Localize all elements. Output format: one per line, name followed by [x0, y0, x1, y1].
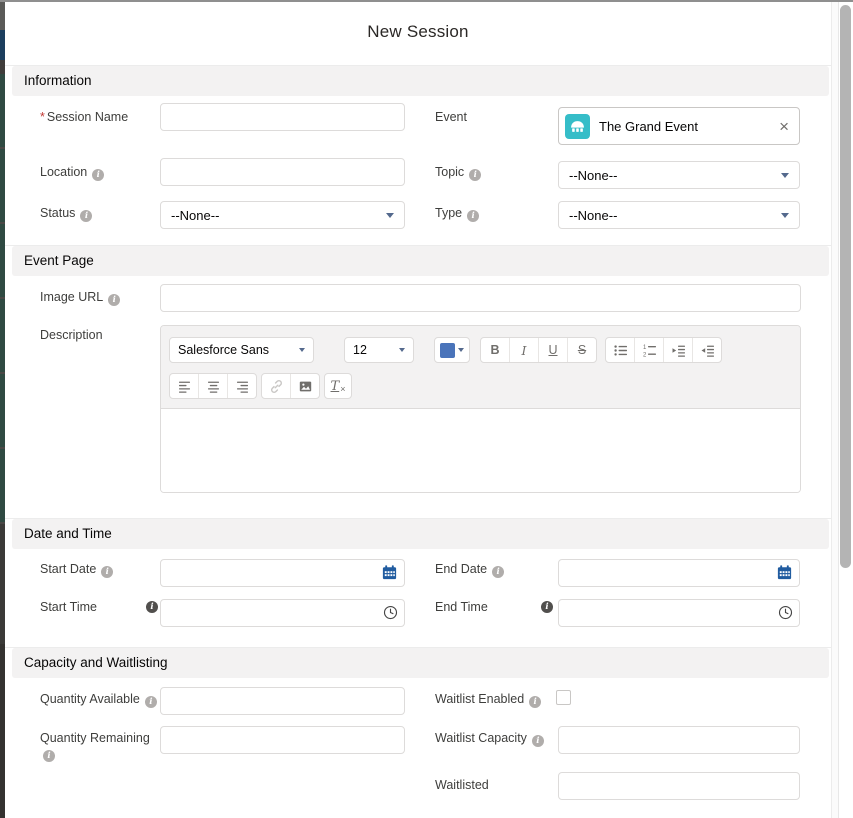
start-date-label: Start Date i: [40, 562, 113, 578]
image-url-info-icon[interactable]: i: [108, 294, 120, 306]
outdent-icon[interactable]: [692, 338, 721, 362]
bullet-list-icon[interactable]: [606, 338, 634, 362]
page-title: New Session: [367, 22, 469, 41]
type-selected-value: --None--: [569, 207, 618, 223]
list-button-group: [605, 337, 722, 363]
quantity-remaining-info-icon[interactable]: i: [43, 750, 55, 762]
bold-button[interactable]: B: [490, 343, 500, 357]
waitlist-capacity-label: Waitlist Capacity i: [435, 731, 544, 747]
topic-label: Topic i: [435, 165, 481, 181]
underline-button[interactable]: U: [538, 338, 567, 362]
status-info-icon[interactable]: i: [80, 210, 92, 222]
start-date-info-icon[interactable]: i: [101, 566, 113, 578]
format-button-group: [480, 337, 597, 363]
start-time-label: Start Time: [40, 600, 97, 614]
chevron-down-icon: [386, 213, 394, 218]
location-info-icon[interactable]: i: [92, 169, 104, 181]
waitlist-enabled-info-icon[interactable]: i: [529, 696, 541, 708]
topic-selected-value: --None--: [569, 167, 618, 183]
align-button-group: [169, 373, 257, 399]
location-input[interactable]: [160, 158, 405, 186]
quantity-available-info-icon[interactable]: i: [145, 696, 157, 708]
link-icon[interactable]: [262, 374, 290, 398]
waitlist-capacity-input[interactable]: [558, 726, 800, 754]
image-url-label: Image URL i: [40, 290, 120, 306]
waitlist-enabled-checkbox[interactable]: [556, 690, 571, 705]
svg-text:2: 2: [642, 352, 646, 358]
waitlist-capacity-info-icon[interactable]: i: [532, 735, 544, 747]
font-family-select[interactable]: [169, 337, 314, 363]
required-asterisk: *: [40, 110, 45, 124]
section-header-information: Information: [12, 66, 829, 96]
svg-text:1: 1: [642, 344, 646, 351]
topic-info-icon[interactable]: i: [469, 169, 481, 181]
align-right-icon[interactable]: [227, 374, 256, 398]
italic-button[interactable]: I: [509, 338, 538, 362]
start-time-info-icon[interactable]: i: [146, 601, 158, 613]
clear-format-button[interactable]: T ×: [324, 373, 352, 399]
type-select[interactable]: [558, 201, 800, 229]
waitlisted-label: Waitlisted: [435, 778, 489, 792]
image-url-input[interactable]: [160, 284, 801, 312]
waitlist-enabled-label: Waitlist Enabled i: [435, 692, 541, 708]
numbered-list-icon[interactable]: [634, 338, 663, 362]
chevron-down-icon: [399, 348, 405, 352]
session-name-input[interactable]: [160, 103, 405, 131]
align-left-icon[interactable]: [170, 374, 198, 398]
description-rich-text-editor: [160, 325, 801, 493]
clock-icon[interactable]: [778, 605, 793, 620]
scrollbar-thumb[interactable]: [840, 5, 851, 568]
section-header-capacity: Capacity and Waitlisting: [12, 648, 829, 678]
chevron-down-icon: [781, 213, 789, 218]
end-time-info-icon[interactable]: i: [541, 601, 553, 613]
calendar-icon[interactable]: [776, 564, 793, 581]
clock-icon[interactable]: [383, 605, 398, 620]
end-date-input[interactable]: [558, 559, 800, 587]
end-date-info-icon[interactable]: i: [492, 566, 504, 578]
chevron-down-icon: [458, 348, 464, 352]
waitlisted-input[interactable]: [558, 772, 800, 800]
quantity-remaining-input[interactable]: [160, 726, 405, 754]
start-time-input[interactable]: [160, 599, 405, 627]
status-label: Status i: [40, 206, 92, 222]
end-time-label: End Time: [435, 600, 488, 614]
font-family-value: Salesforce Sans: [178, 343, 270, 357]
start-date-input[interactable]: [160, 559, 405, 587]
text-color-button[interactable]: [434, 337, 470, 363]
strikethrough-button[interactable]: S: [567, 338, 596, 362]
font-size-select[interactable]: [344, 337, 414, 363]
remove-event-icon[interactable]: ×: [779, 116, 789, 136]
color-swatch: [440, 343, 455, 358]
description-label: Description: [40, 328, 103, 342]
indent-icon[interactable]: [663, 338, 692, 362]
chevron-down-icon: [781, 173, 789, 178]
event-object-icon: [565, 114, 590, 139]
type-info-icon[interactable]: i: [467, 210, 479, 222]
rte-toolbar: [161, 326, 800, 409]
status-selected-value: --None--: [171, 207, 220, 223]
event-lookup-pill[interactable]: [558, 107, 800, 145]
font-size-value: 12: [353, 343, 367, 357]
location-label: Location i: [40, 165, 104, 181]
event-selected-value: The Grand Event: [599, 118, 698, 134]
chevron-down-icon: [299, 348, 305, 352]
type-label: Type i: [435, 206, 479, 222]
align-center-icon[interactable]: [198, 374, 227, 398]
end-date-label: End Date i: [435, 562, 504, 578]
end-time-input[interactable]: [558, 599, 800, 627]
section-header-event-page: Event Page: [12, 246, 829, 276]
calendar-icon[interactable]: [381, 564, 398, 581]
quantity-available-input[interactable]: [160, 687, 405, 715]
status-select[interactable]: [160, 201, 405, 229]
topic-select[interactable]: [558, 161, 800, 189]
session-name-label: * Session Name: [40, 110, 129, 124]
description-text-area[interactable]: [161, 409, 800, 492]
media-button-group: [261, 373, 320, 399]
quantity-remaining-label: Quantity Remaining: [40, 731, 150, 745]
image-icon[interactable]: [290, 374, 319, 398]
quantity-available-label: Quantity Available i: [40, 692, 157, 708]
event-label: Event: [435, 110, 467, 124]
section-header-date-time: Date and Time: [12, 519, 829, 549]
